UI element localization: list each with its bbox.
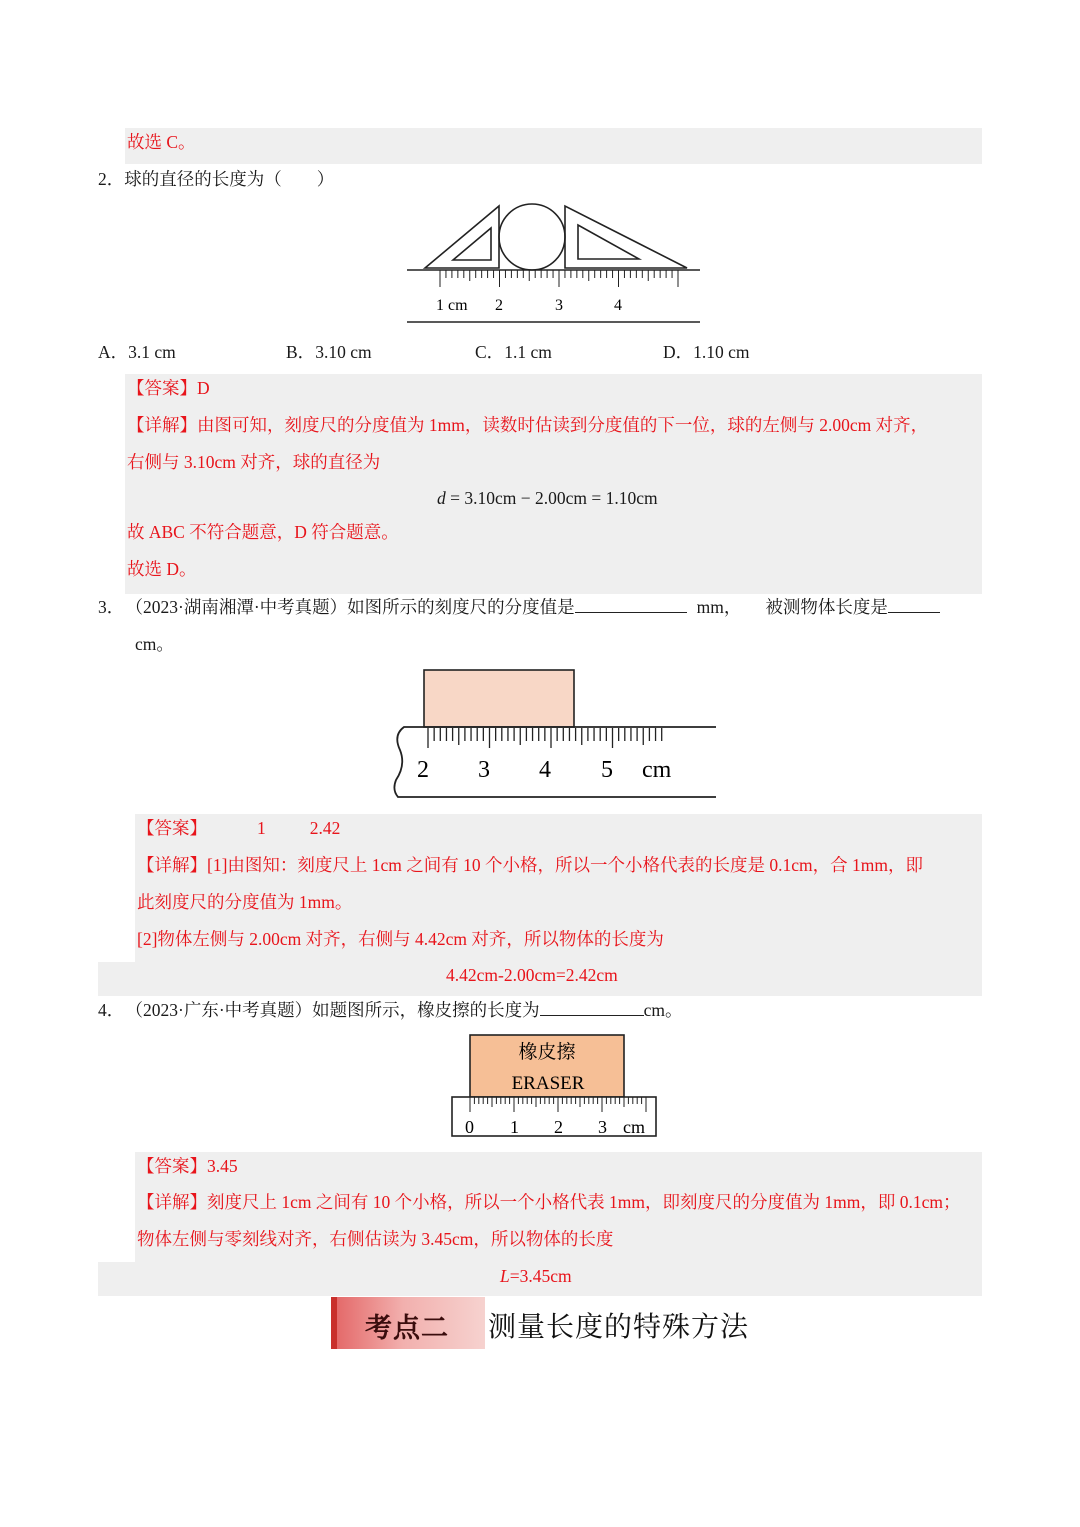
ball: [499, 204, 565, 270]
q3-label-5: 5: [601, 757, 613, 783]
q3-label-cm: cm: [642, 757, 672, 783]
q4-blank[interactable]: [540, 998, 644, 1016]
right-set-square: [565, 206, 687, 268]
q2-option-d: [663, 341, 750, 363]
q4-number: 4．: [98, 1000, 125, 1020]
q4-answer: [137, 1155, 238, 1177]
q2-detail-line-2: 右侧与 3.10cm 对齐，球的直径为: [127, 452, 381, 472]
q2-number: 2．: [98, 169, 125, 189]
q4-answer-label: 【答案】: [137, 1156, 207, 1176]
q2-option-d-text: 1.10 cm: [693, 342, 750, 362]
q2-figure-ball-ruler: [395, 195, 715, 330]
section-tag-text: 考点二: [365, 1313, 449, 1344]
q4-formula-rest: =3.45cm: [509, 1266, 572, 1286]
q2-stem: [98, 168, 334, 190]
q3-detail-1: [1]由图知：刻度尺上 1cm 之间有 10 个小格，所以一个小格代表的长度是 0.1cm，合 1mm，即: [207, 855, 924, 875]
q3-formula: 4.42cm-2.00cm=2.42cm: [446, 965, 618, 985]
prev-conclusion: 故选 C。: [127, 132, 196, 152]
q2-detail-label: 【详解】: [127, 415, 197, 435]
q3-answer: [137, 817, 340, 839]
q4-figure-eraser: [448, 1033, 660, 1139]
q3-blank-1[interactable]: [575, 595, 687, 613]
q3-detail-line-3: [2]物体左侧与 2.00cm 对齐，右侧与 4.42cm 对齐，所以物体的长度为: [137, 929, 664, 949]
q4-formula-var: L: [500, 1266, 510, 1286]
q2-label-2: 2: [495, 297, 503, 314]
q2-option-b-text: 3.10 cm: [315, 342, 372, 362]
q4-label-cm: cm: [623, 1117, 645, 1137]
q3-label-3: 3: [478, 757, 490, 783]
q2-option-c: [475, 341, 552, 363]
q2-formula: [437, 487, 658, 509]
q2-stem-text: 球的直径的长度为（ ）: [124, 169, 335, 189]
q2-option-c-key: C．: [475, 342, 505, 362]
section-title: 测量长度的特殊方法: [488, 1310, 750, 1343]
q3-stem-c: 被测物体长度是: [765, 597, 888, 617]
left-set-square: [425, 206, 499, 268]
q4-label-1: 1: [510, 1117, 519, 1137]
q3-blank-2[interactable]: [888, 595, 940, 613]
q2-option-a: [98, 341, 176, 363]
q3-detail-label: 【详解】: [137, 855, 207, 875]
q2-option-d-key: D．: [663, 342, 694, 362]
q3-stem-unit: cm。: [135, 634, 174, 654]
q3-detail-line-1: [137, 854, 923, 876]
q2-detail-line-3: 故 ABC 不符合题意，D 符合题意。: [127, 522, 399, 542]
q3-answer-1: 1: [257, 818, 266, 838]
q3-label-4: 4: [539, 757, 551, 783]
q2-answer-value: D: [197, 378, 210, 398]
q4-stem: [98, 998, 683, 1021]
q4-detail-line-1: [137, 1191, 960, 1213]
q2-option-b-key: B．: [286, 342, 316, 362]
q2-label-3: 3: [555, 297, 563, 314]
q3-answer-label: 【答案】: [137, 818, 207, 838]
q3-stem-b: mm，: [696, 597, 742, 617]
q3-label-2: 2: [417, 757, 429, 783]
q4-stem-a: （2023·广东·中考真题）如题图所示，橡皮擦的长度为: [134, 1000, 540, 1020]
q2-option-a-key: A．: [98, 342, 129, 362]
q4-detail-line-2: 物体左侧与零刻线对齐，右侧估读为 3.45cm，所以物体的长度: [137, 1229, 614, 1249]
q2-conclusion: 故选 D。: [127, 559, 197, 579]
q2-option-c-text: 1.1 cm: [504, 342, 552, 362]
q4-label-3: 3: [598, 1117, 607, 1137]
q2-option-a-text: 3.1 cm: [128, 342, 176, 362]
q2-answer-label: 【答案】: [127, 378, 197, 398]
section-tag: [331, 1297, 485, 1349]
q2-answer: [127, 377, 210, 399]
q2-label-4: 4: [614, 297, 622, 314]
answer-box-prev: [125, 128, 982, 164]
q3-figure-ruler: [388, 665, 722, 803]
q2-formula-rest: = 3.10cm − 2.00cm = 1.10cm: [445, 488, 658, 508]
eraser-cn-label: 橡皮擦: [518, 1041, 576, 1063]
q3-ruler-ticks: [428, 728, 662, 748]
q4-label-2: 2: [554, 1117, 563, 1137]
q2-formula-var: d: [437, 488, 446, 508]
q3-detail-line-2: 此刻度尺的分度值为 1mm。: [137, 892, 353, 912]
q2-detail-1: 由图可知，刻度尺的分度值为 1mm，读数时估读到分度值的下一位，球的左侧与 2.00cm 对齐，: [197, 415, 929, 435]
q2-ruler-ticks: [440, 270, 678, 287]
q2-answer-box: [125, 374, 982, 594]
q2-detail-line-1: [127, 414, 928, 436]
q3-number: 3．: [98, 597, 125, 617]
q4-formula: [500, 1265, 572, 1287]
q2-label-1: 1 cm: [436, 297, 468, 314]
measured-block: [424, 670, 574, 727]
eraser-en-label: ERASER: [511, 1073, 585, 1094]
q3-stem-a: （2023·湖南湘潭·中考真题）如图所示的刻度尺的分度值是: [134, 597, 575, 617]
q4-stem-b: cm。: [643, 1000, 683, 1020]
q2-option-b: [286, 341, 372, 363]
q4-label-0: 0: [465, 1117, 474, 1137]
q4-detail-label: 【详解】: [137, 1192, 207, 1212]
q3-stem: [98, 595, 940, 618]
q4-detail-1: 刻度尺上 1cm 之间有 10 个小格，所以一个小格代表 1mm，即刻度尺的分度值为 1mm，即 0.1cm；: [207, 1192, 961, 1212]
q3-answer-2: 2.42: [309, 818, 341, 838]
q4-answer-value: 3.45: [207, 1156, 238, 1176]
